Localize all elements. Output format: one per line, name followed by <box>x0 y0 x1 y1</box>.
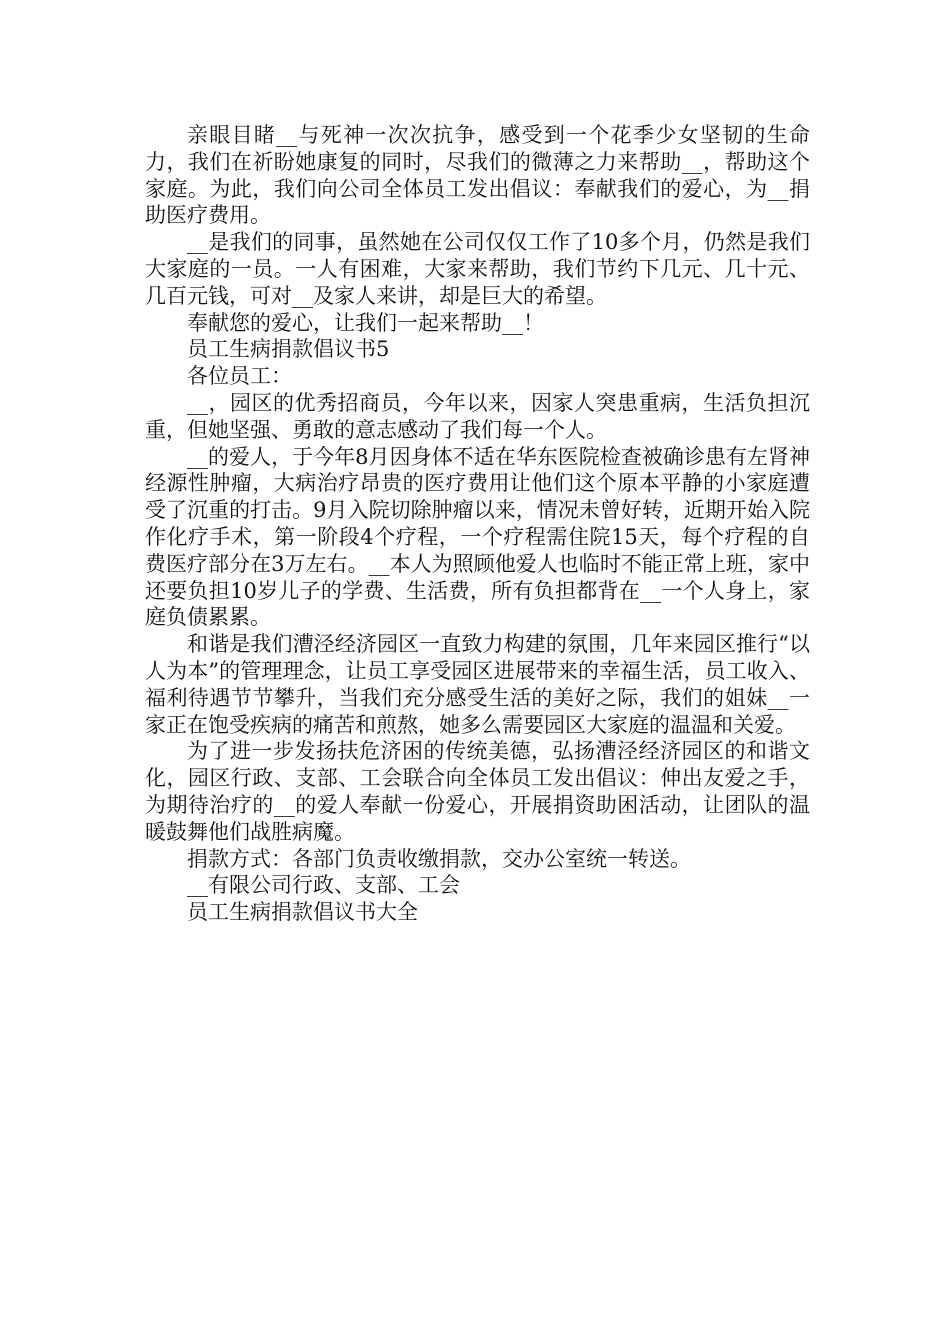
paragraph-appeal-intro: 亲眼目睹__与死神一次次抗争，感受到一个花季少女坚韧的生命力，我们在祈盼她康复的同时，尽我们的微薄之力来帮助__，帮助这个家庭。为此，我们向公司全体员工发出倡议：奉献我们的爱心，为__捐助医疗费用。 <box>145 123 810 228</box>
paragraph-colleague: __是我们的同事，虽然她在公司仅仅工作了10多个月，仍然是我们大家庭的一员。一人有困难，大家来帮助，我们节约下几元、几十元、几百元钱，可对__及家人来讲，却是巨大的希望。 <box>145 230 810 308</box>
paragraph-donation-method: 捐款方式：各部门负责收缴捐款，交办公室统一转送。 <box>187 846 691 871</box>
salutation: 各位员工： <box>187 364 292 389</box>
footer-title: 员工生病捐款倡议书大全 <box>187 900 418 925</box>
section-title-letter-5: 员工生病捐款倡议书5 <box>187 337 390 362</box>
document-body <box>145 122 810 926</box>
paragraph-proposal: 为了进一步发扬扶危济困的传统美德，弘扬漕泾经济园区的和谐文化，园区行政、支部、工会联合向全体员工发出倡议：伸出友爱之手，为期待治疗的__的爱人奉献一份爱心，开展捐资助困活动，让团队的温暖鼓舞他们战胜病魔。 <box>145 739 810 844</box>
paragraph-introduction: __，园区的优秀招商员，今年以来，因家人突患重病，生活负担沉重，但她坚强、勇敢的意志感动了我们每一个人。 <box>145 390 810 442</box>
paragraph-illness-details: __的爱人，于今年8月因身体不适在华东医院检查被确诊患有左肾神经源性肿瘤，大病治疗昂贵的医疗费用让他们这个原本平静的小家庭遭受了沉重的打击。9月入院切除肿瘤以来，情况未曾好转，近期开始入院作化疗手术，第一阶段4个疗程，一个疗程需住院15天，每个疗程的自费医疗部分在3万左右。__本人为照顾他爱人也临时不能正常上班，家中还要负担10岁儿子的学费、生活费，所有负担都背在__一个人身上，家庭负债累累。 <box>145 444 810 630</box>
paragraph-harmony: 和谐是我们漕泾经济园区一直致力构建的氛围，几年来园区推行“以人为本”的管理理念，让员工享受园区进展带来的幸福生活，员工收入、福利待遇节节攀升，当我们充分感受生活的美好之际，我们的姐妹__一家正在饱受疾病的痛苦和煎熬，她多么需要园区大家庭的温温和关爱。 <box>145 632 810 737</box>
paragraph-closing-call: 奉献您的爱心，让我们一起来帮助__！ <box>187 310 544 335</box>
signature-organization: __有限公司行政、支部、工会 <box>187 873 460 898</box>
